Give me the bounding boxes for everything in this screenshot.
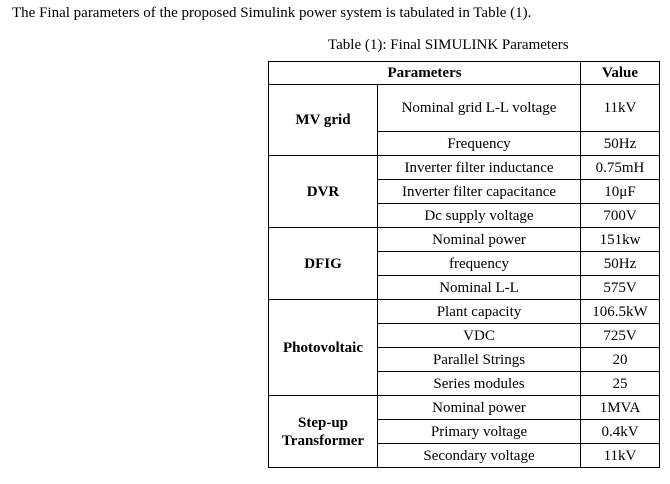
table-row: [269, 156, 660, 180]
param-cell: Primary voltage: [378, 420, 581, 444]
param-cell: Parallel Strings: [378, 348, 581, 372]
value-cell: 10μF: [581, 180, 660, 204]
value-cell: 25: [581, 372, 660, 396]
intro-paragraph: The Final parameters of the proposed Simulink power system is tabulated in Table (1).: [12, 5, 532, 21]
table-caption: Table (1): Final SIMULINK Parameters: [328, 37, 569, 53]
value-cell: 151kw: [581, 228, 660, 252]
group-dvr: DVR: [269, 156, 378, 228]
value-cell: 0.75mH: [581, 156, 660, 180]
param-cell: Inverter filter inductance: [378, 156, 581, 180]
value-cell: 50Hz: [581, 132, 660, 156]
parameters-table: [268, 61, 660, 468]
header-value: Value: [581, 62, 660, 85]
param-cell: Nominal L-L: [378, 276, 581, 300]
param-cell: VDC: [378, 324, 581, 348]
value-cell: 700V: [581, 204, 660, 228]
param-cell: frequency: [378, 252, 581, 276]
value-cell: 725V: [581, 324, 660, 348]
value-cell: 575V: [581, 276, 660, 300]
param-cell: Secondary voltage: [378, 444, 581, 468]
value-cell: 50Hz: [581, 252, 660, 276]
value-cell: 20: [581, 348, 660, 372]
group-dfig: DFIG: [269, 228, 378, 300]
value-cell: 11kV: [581, 85, 660, 132]
param-cell: Dc supply voltage: [378, 204, 581, 228]
value-cell: 11kV: [581, 444, 660, 468]
table-row: [269, 300, 660, 324]
param-cell: Series modules: [378, 372, 581, 396]
value-cell: 106.5kW: [581, 300, 660, 324]
group-photovoltaic: Photovoltaic: [269, 300, 378, 396]
value-cell: 0.4kV: [581, 420, 660, 444]
param-cell: Inverter filter capacitance: [378, 180, 581, 204]
group-step-up-transformer: Step-up Transformer: [269, 396, 378, 468]
header-parameters: Parameters: [269, 62, 581, 85]
table-row: [269, 228, 660, 252]
param-cell: Nominal power: [378, 228, 581, 252]
header-row: [269, 62, 660, 85]
group-mv-grid: MV grid: [269, 85, 378, 156]
param-cell: Plant capacity: [378, 300, 581, 324]
param-cell: Nominal grid L-L voltage: [378, 85, 581, 132]
table-row: [269, 396, 660, 420]
param-cell: Frequency: [378, 132, 581, 156]
value-cell: 1MVA: [581, 396, 660, 420]
param-cell: Nominal power: [378, 396, 581, 420]
table-row: [269, 85, 660, 132]
